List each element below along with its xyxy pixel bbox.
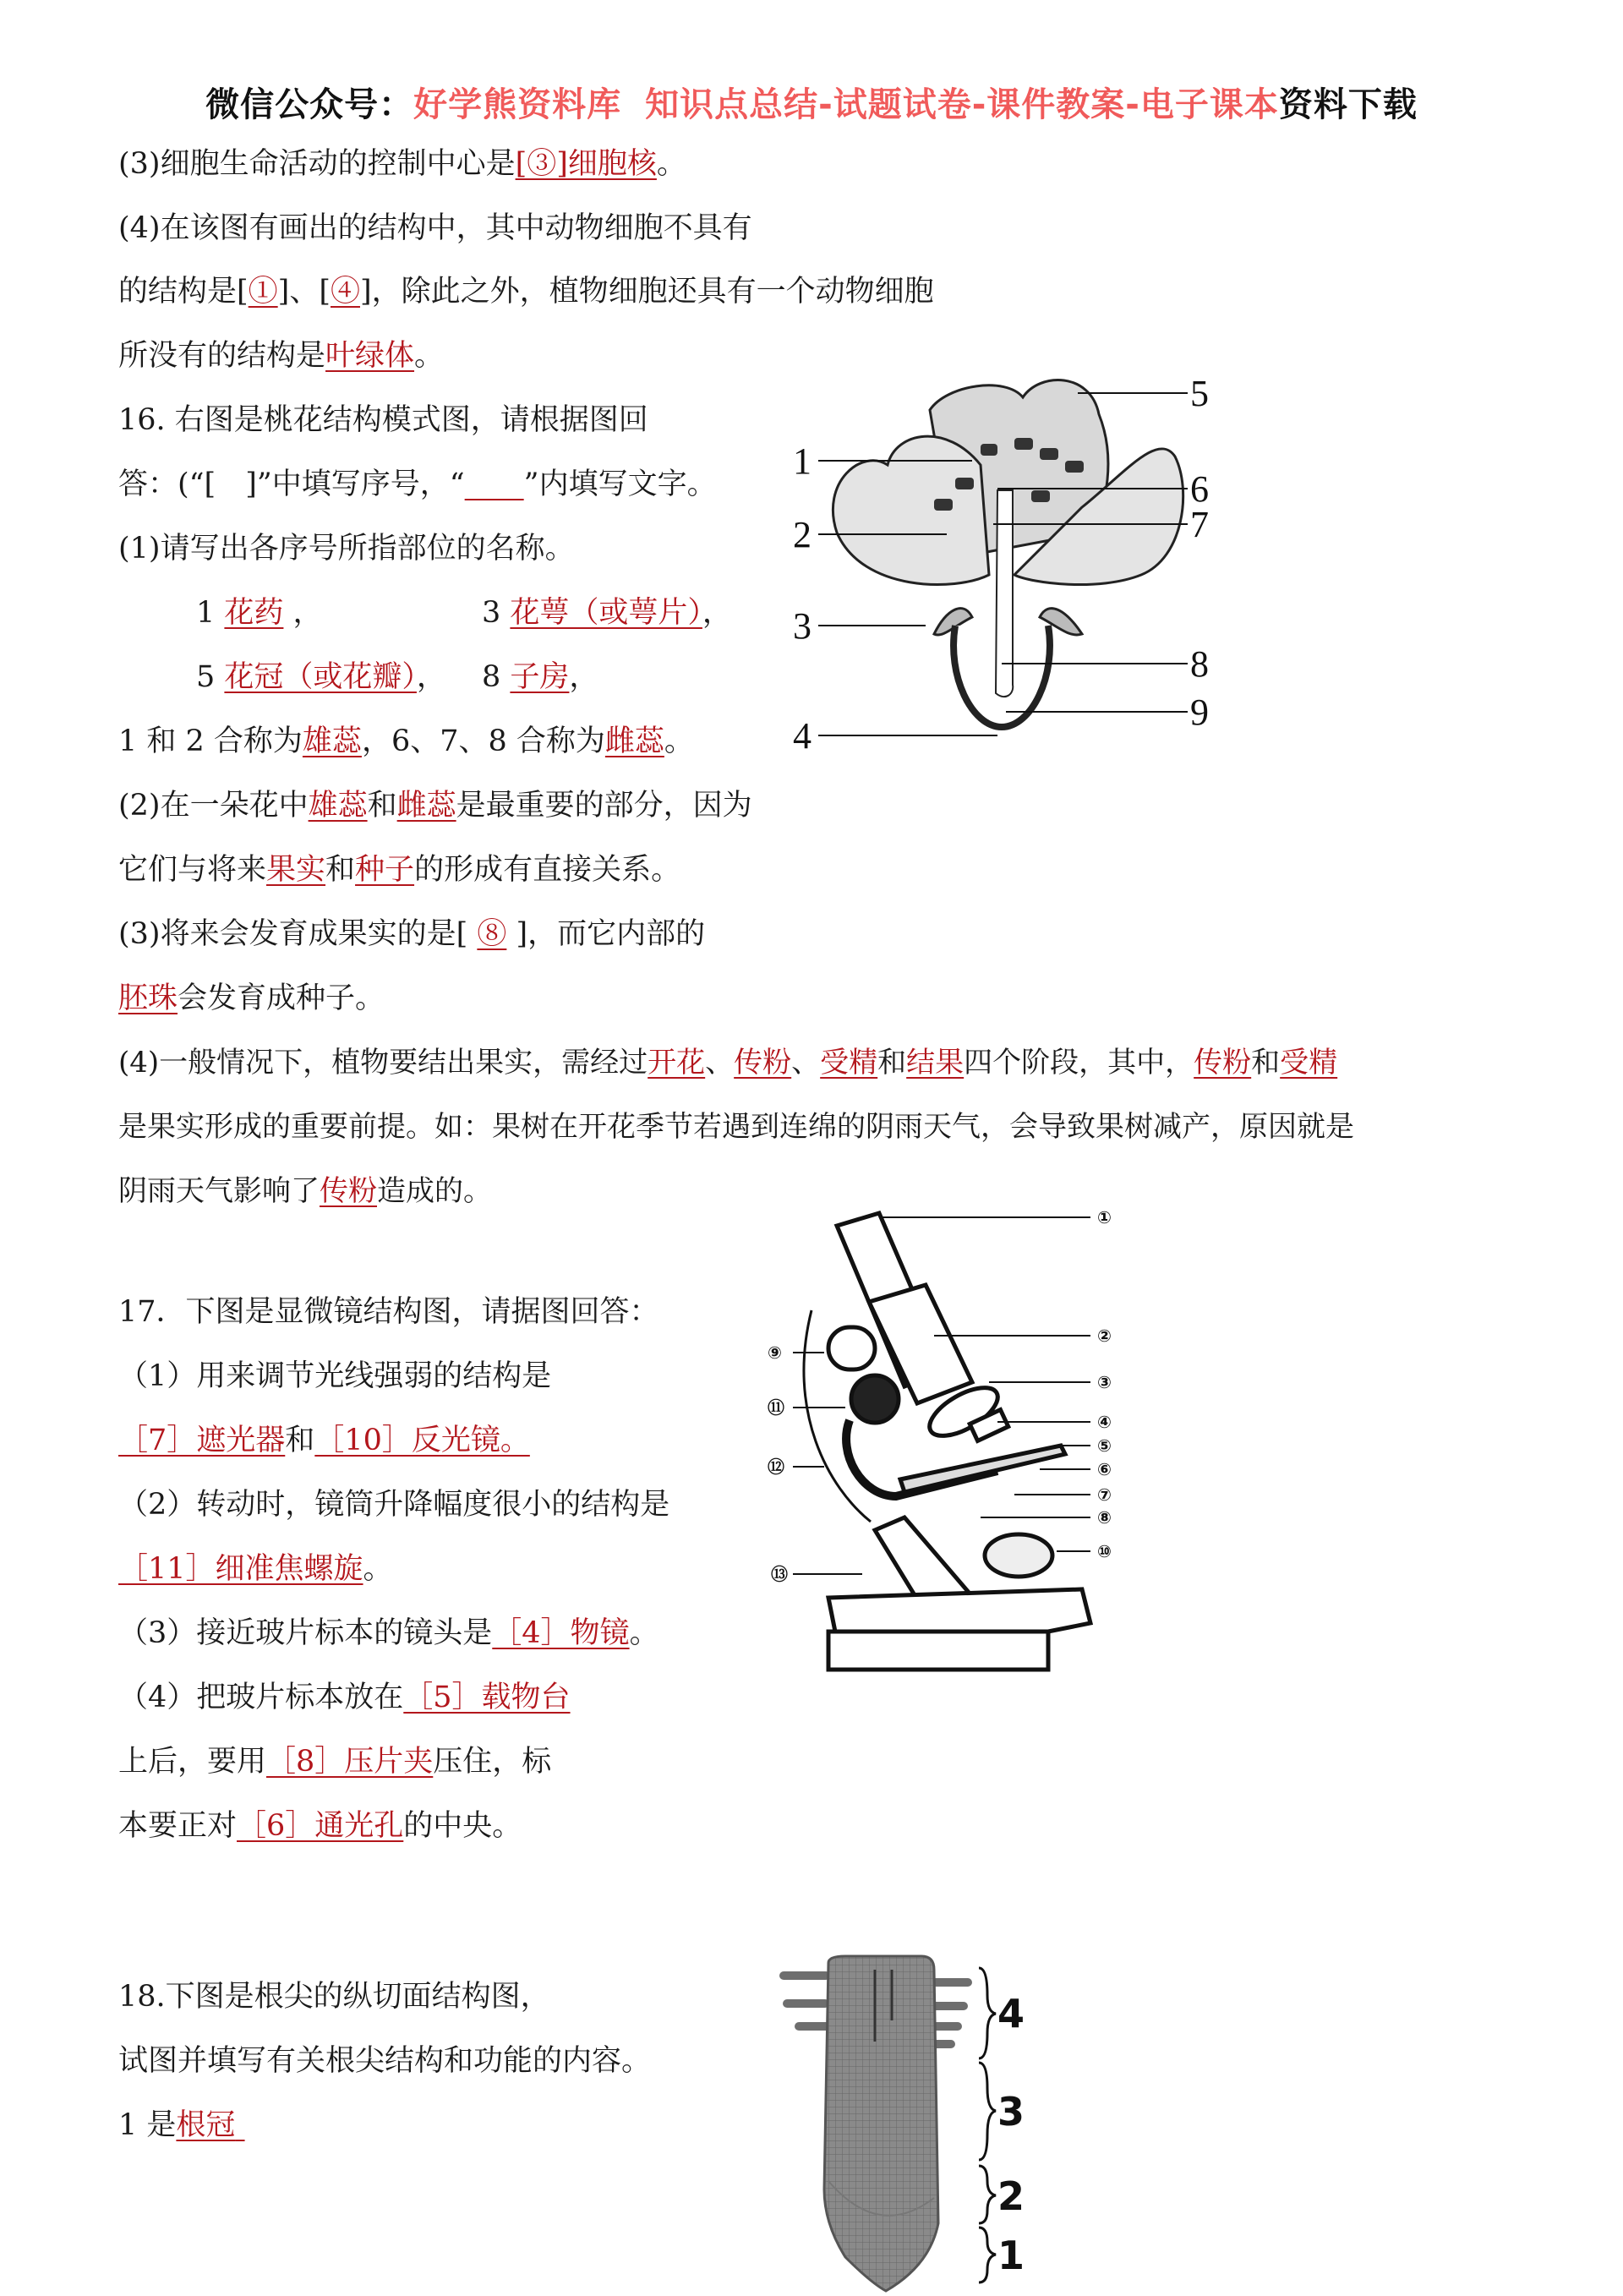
q16-names-row1 — [196, 594, 732, 631]
text: 和 — [285, 1424, 315, 1457]
banner-brand: 好学熊资料库 — [413, 85, 622, 124]
mic-label-7: ⑦ — [1097, 1484, 1112, 1505]
text: 和 — [1251, 1046, 1281, 1080]
answer: ［8］压片夹 — [266, 1745, 434, 1779]
answer: 花药 — [224, 596, 284, 630]
answer: ⑧ — [477, 917, 507, 951]
text: ，6、7、8 合称为 — [361, 724, 605, 758]
text: ”内填写文字。 — [523, 467, 717, 501]
mic-label-12: ⑫ — [768, 1457, 784, 1477]
flower-label-1: 1 — [793, 440, 812, 482]
answer: 花冠（或花瓣） — [224, 660, 417, 694]
banner-suffix: 资料下载 — [1278, 85, 1418, 124]
q16-combine — [118, 723, 694, 760]
q18-title-line2: 试图并填写有关根尖结构和功能的内容。 — [118, 2044, 652, 2078]
flower-label-3: 3 — [793, 605, 812, 647]
answer: 果实 — [266, 853, 326, 887]
q16-p4-line2: 是果实形成的重要前提。如：果树在开花季节若遇到连绵的阴雨天气，会导致果树减产，原因就是 — [118, 1110, 1354, 1144]
answer: 雌蕊 — [604, 724, 664, 758]
q17-p1-prompt: （1）用来调节光线强弱的结构是 — [118, 1359, 552, 1393]
text: 是最重要的部分，因为 — [456, 789, 752, 823]
answer: 传粉 — [320, 1174, 377, 1208]
q15-p3-text: (3)细胞生命活动的控制中心是 — [118, 147, 516, 181]
answer: 传粉 — [734, 1046, 792, 1080]
q16-names-row2 — [196, 659, 599, 696]
q17-p2-prompt: （2）转动时，镜筒升降幅度很小的结构是 — [118, 1488, 670, 1522]
q16-p4-line3 — [118, 1173, 492, 1210]
q16-p2-line1 — [118, 787, 752, 824]
mic-label-10: ⑩ — [1097, 1541, 1112, 1561]
text: 1 — [196, 596, 225, 630]
mic-label-9: ⑨ — [768, 1342, 782, 1363]
mic-label-2: ② — [1097, 1326, 1112, 1346]
punct: ， — [702, 596, 732, 630]
flower-label-7: 7 — [1190, 504, 1209, 545]
banner-prefix: 微信公众号： — [205, 85, 414, 124]
mic-label-4: ④ — [1097, 1412, 1112, 1432]
flower-label-4: 4 — [793, 715, 812, 757]
text: 压住，标 — [433, 1745, 552, 1779]
flower-label-6: 6 — [1190, 468, 1209, 510]
text: 5 — [196, 660, 225, 694]
answer: 子房 — [510, 660, 570, 694]
root-label-4: 4 — [997, 1991, 1025, 2036]
text: (2)在一朵花中 — [118, 789, 309, 823]
q17-p4-line2 — [118, 1743, 551, 1780]
text: 答：(“[ ]”中填写序号，“ — [118, 467, 465, 501]
mic-label-6: ⑥ — [1097, 1459, 1112, 1479]
punct: ， — [569, 660, 599, 694]
flower-label-2: 2 — [793, 514, 812, 555]
punct: 。 — [656, 147, 686, 181]
text: 3 — [482, 596, 511, 630]
punct: 、 — [791, 1046, 821, 1080]
q18-p1 — [118, 2107, 245, 2144]
text: （3）接近玻片标本的镜头是 — [118, 1616, 493, 1650]
q16-p4-line1 — [118, 1044, 1337, 1081]
text: (4)一般情况下，植物要结出果实，需经过 — [118, 1046, 648, 1080]
mic-label-3: ③ — [1097, 1372, 1112, 1392]
answer: 结果 — [906, 1046, 965, 1080]
text: 。 — [664, 724, 694, 758]
mic-label-8: ⑧ — [1097, 1507, 1112, 1528]
text: 阴雨天气影响了 — [118, 1174, 320, 1208]
flower-label-5: 5 — [1190, 373, 1209, 414]
text: （4）把玻片标本放在 — [118, 1681, 404, 1714]
text: 1 是 — [118, 2108, 177, 2142]
punct: ， — [416, 660, 446, 694]
q17-p1-answer — [118, 1422, 530, 1459]
answer: 受精 — [820, 1046, 878, 1080]
punct: 。 — [363, 1552, 393, 1586]
answer: 花萼（或萼片） — [510, 596, 702, 630]
q17-p4-line3 — [118, 1807, 522, 1845]
text: 1 和 2 合称为 — [118, 724, 303, 758]
q16-title-line2 — [118, 466, 717, 503]
q16-p3-line2 — [118, 980, 385, 1017]
q15-p4-line3 — [118, 337, 444, 374]
answer: ［7］遮光器 — [118, 1424, 286, 1457]
header-banner — [0, 78, 1623, 126]
text: ]、[ — [277, 275, 331, 309]
blank — [465, 467, 524, 501]
text: (3)将来会发育成果实的是[ — [118, 917, 478, 951]
flower-label-8: 8 — [1190, 643, 1209, 685]
text: 四个阶段，其中， — [964, 1046, 1194, 1080]
text: 和 — [367, 789, 397, 823]
root-label-3: 3 — [997, 2089, 1025, 2135]
answer: 雄蕊 — [308, 789, 368, 823]
q17-p3 — [118, 1615, 659, 1652]
answer: 种子 — [355, 853, 415, 887]
answer: 叶绿体 — [325, 339, 415, 373]
q15-p4-line2 — [118, 273, 934, 310]
root-label-2: 2 — [997, 2173, 1025, 2219]
answer: 雌蕊 — [396, 789, 456, 823]
answer: ① — [248, 275, 278, 309]
q16-p2-line2 — [118, 851, 680, 888]
name-8 — [482, 659, 598, 696]
answer: ④ — [330, 275, 360, 309]
answer: 受精 — [1280, 1046, 1338, 1080]
q17-title: 17．下图是显微镜结构图，请据图回答： — [118, 1295, 659, 1329]
answer: 开花 — [648, 1046, 706, 1080]
answer: 根冠 — [176, 2108, 236, 2142]
answer: 胚珠 — [118, 981, 178, 1015]
peach-flower-diagram — [786, 338, 1260, 769]
root-label-1: 1 — [997, 2233, 1025, 2278]
text: 和 — [325, 853, 356, 887]
root-tip-diagram — [761, 1944, 1065, 2296]
flower-label-9: 9 — [1190, 692, 1209, 733]
punct: ， — [283, 596, 323, 630]
text: 造成的。 — [377, 1174, 492, 1208]
mic-label-5: ⑤ — [1097, 1435, 1112, 1456]
text: 8 — [482, 660, 511, 694]
text: 的结构是[ — [118, 275, 249, 309]
text: 上后，要用 — [118, 1745, 267, 1779]
answer: ［4］物镜 — [492, 1616, 630, 1650]
answer: 传粉 — [1194, 1046, 1252, 1080]
answer: ［11］细准焦螺旋 — [118, 1552, 363, 1586]
q17-p2-answer — [118, 1550, 393, 1588]
name-3 — [482, 594, 732, 631]
mic-label-13: ⑬ — [771, 1564, 788, 1584]
punct: 。 — [414, 339, 445, 373]
answer: ［5］载物台 — [403, 1681, 571, 1714]
q18-title-line1: 18.下图是根尖的纵切面结构图， — [118, 1980, 550, 2014]
q15-p3 — [118, 145, 686, 183]
text: 本要正对 — [118, 1809, 238, 1843]
text: 和 — [877, 1046, 907, 1080]
answer: [③]细胞核 — [515, 147, 657, 181]
punct: 。 — [629, 1616, 659, 1650]
microscope-diagram — [727, 1200, 1150, 1716]
banner-topics: 知识点总结-试题试卷-课件教案-电子课本 — [645, 85, 1279, 124]
q16-title-line1: 16. 右图是桃花结构模式图，请根据图回 — [118, 403, 648, 437]
text: 的中央。 — [403, 1809, 522, 1843]
text: 它们与将来 — [118, 853, 267, 887]
mic-label-11: ⑪ — [768, 1397, 784, 1418]
text: ]，除此之外，植物细胞还具有一个动物细胞 — [360, 275, 934, 309]
q17-p4-line1 — [118, 1679, 571, 1716]
answer: 雄蕊 — [302, 724, 362, 758]
punct: 、 — [705, 1046, 735, 1080]
mic-label-1: ① — [1097, 1207, 1112, 1227]
q16-p3-line1 — [118, 916, 705, 953]
answer: ［6］通光孔 — [237, 1809, 404, 1843]
text: 的形成有直接关系。 — [414, 853, 681, 887]
q15-p4-line1: (4)在该图有画出的结构中，其中动物细胞不具有 — [118, 211, 752, 245]
text: 会发育成种子。 — [178, 981, 385, 1015]
text: ]，而它内部的 — [506, 917, 706, 951]
answer: ［10］反光镜。 — [314, 1424, 530, 1457]
text: 所没有的结构是 — [118, 339, 326, 373]
q16-p1-prompt: (1)请写出各序号所指部位的名称。 — [118, 532, 575, 566]
